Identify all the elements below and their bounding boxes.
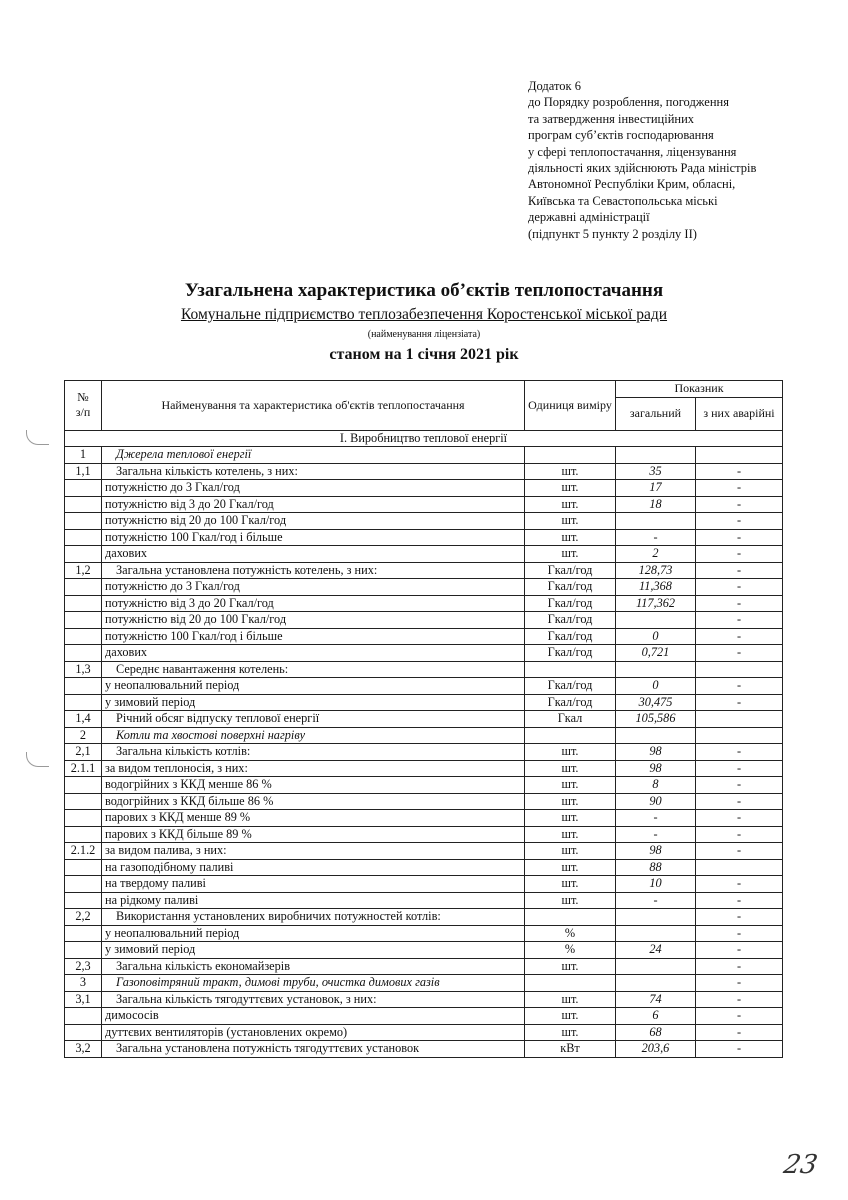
row-emergency: - xyxy=(696,892,783,909)
table-row xyxy=(65,991,783,1008)
row-emergency: - xyxy=(696,529,783,546)
row-unit: % xyxy=(525,942,616,959)
row-total: 24 xyxy=(616,942,696,959)
row-number xyxy=(65,1008,102,1025)
row-number xyxy=(65,810,102,827)
row-emergency xyxy=(696,711,783,728)
row-emergency: - xyxy=(696,744,783,761)
table-row xyxy=(65,628,783,645)
row-number xyxy=(65,1024,102,1041)
row-number xyxy=(65,942,102,959)
row-number xyxy=(65,826,102,843)
table-row xyxy=(65,958,783,975)
row-name: дахових xyxy=(102,645,525,662)
row-emergency: - xyxy=(696,876,783,893)
row-number: 3,1 xyxy=(65,991,102,1008)
section-heading: І. Виробництво теплової енергії xyxy=(65,430,783,447)
row-name: у неопалювальний період xyxy=(102,678,525,695)
row-unit: шт. xyxy=(525,958,616,975)
annex-line: та затвердження інвестиційних xyxy=(528,111,695,126)
row-total xyxy=(616,958,696,975)
row-total: 17 xyxy=(616,480,696,497)
row-total: 0 xyxy=(616,678,696,695)
row-total: 30,475 xyxy=(616,694,696,711)
row-number: 1,4 xyxy=(65,711,102,728)
row-unit: % xyxy=(525,925,616,942)
row-total xyxy=(616,909,696,926)
row-total: 128,73 xyxy=(616,562,696,579)
row-unit: Гкал/год xyxy=(525,694,616,711)
row-unit: шт. xyxy=(525,826,616,843)
table-row xyxy=(65,727,783,744)
row-number: 3,2 xyxy=(65,1041,102,1058)
row-emergency: - xyxy=(696,777,783,794)
row-emergency: - xyxy=(696,612,783,629)
table-row xyxy=(65,810,783,827)
row-unit: шт. xyxy=(525,892,616,909)
row-unit: Гкал/год xyxy=(525,628,616,645)
row-emergency: - xyxy=(696,546,783,563)
row-total: 98 xyxy=(616,744,696,761)
row-total: 10 xyxy=(616,876,696,893)
table-row xyxy=(65,595,783,612)
header-emergency: з них аварійні xyxy=(696,397,783,430)
row-total: 203,6 xyxy=(616,1041,696,1058)
table-row xyxy=(65,678,783,695)
row-name: Середнє навантаження котелень: xyxy=(102,661,525,678)
row-unit: шт. xyxy=(525,1024,616,1041)
row-unit: Гкал/год xyxy=(525,562,616,579)
row-emergency xyxy=(696,447,783,464)
table-row xyxy=(65,777,783,794)
row-unit: Гкал/год xyxy=(525,678,616,695)
row-emergency: - xyxy=(696,925,783,942)
table-row xyxy=(65,645,783,662)
row-name: у неопалювальний період xyxy=(102,925,525,942)
row-total: 105,586 xyxy=(616,711,696,728)
table-row xyxy=(65,480,783,497)
table-row xyxy=(65,496,783,513)
row-name: Загальна кількість економайзерів xyxy=(102,958,525,975)
row-emergency: - xyxy=(696,1008,783,1025)
row-number: 1 xyxy=(65,447,102,464)
row-unit: шт. xyxy=(525,744,616,761)
row-name: потужністю від 3 до 20 Гкал/год xyxy=(102,595,525,612)
row-total xyxy=(616,975,696,992)
row-emergency: - xyxy=(696,463,783,480)
header-num: № з/п xyxy=(65,381,102,431)
row-total: 98 xyxy=(616,760,696,777)
row-unit: Гкал xyxy=(525,711,616,728)
table-row xyxy=(65,1024,783,1041)
row-unit: шт. xyxy=(525,463,616,480)
table-row xyxy=(65,760,783,777)
row-number: 1,1 xyxy=(65,463,102,480)
punch-hole-mark xyxy=(26,752,49,767)
row-total: 0 xyxy=(616,628,696,645)
row-name: потужністю від 20 до 100 Гкал/год xyxy=(102,513,525,530)
licensee-name: Комунальне підприємство теплозабезпечення Коростенської міської ради xyxy=(180,306,668,323)
row-number xyxy=(65,892,102,909)
row-name: Джерела теплової енергії xyxy=(102,447,525,464)
row-name: потужністю 100 Гкал/год і більше xyxy=(102,529,525,546)
annex-line: Київська та Севастопольська міські xyxy=(528,193,718,208)
row-unit: кВт xyxy=(525,1041,616,1058)
table-row xyxy=(65,892,783,909)
row-number: 1,3 xyxy=(65,661,102,678)
row-name: Використання установлених виробничих потужностей котлів: xyxy=(102,909,525,926)
table-row xyxy=(65,661,783,678)
row-total xyxy=(616,447,696,464)
table-row xyxy=(65,562,783,579)
row-name: за видом палива, з них: xyxy=(102,843,525,860)
facilities-table xyxy=(64,380,783,1058)
row-total: 74 xyxy=(616,991,696,1008)
table-row xyxy=(65,925,783,942)
row-emergency: - xyxy=(696,909,783,926)
row-name: у зимовий період xyxy=(102,694,525,711)
row-number xyxy=(65,546,102,563)
row-name: потужністю від 3 до 20 Гкал/год xyxy=(102,496,525,513)
row-emergency: - xyxy=(696,694,783,711)
row-emergency: - xyxy=(696,628,783,645)
row-number xyxy=(65,925,102,942)
document-title: Узагальнена характеристика об’єктів теплопостачання xyxy=(184,280,664,301)
handwritten-page-number: 23 xyxy=(781,1150,820,1180)
row-number: 2 xyxy=(65,727,102,744)
row-unit: Гкал/год xyxy=(525,645,616,662)
row-name: у зимовий період xyxy=(102,942,525,959)
table-row xyxy=(65,859,783,876)
row-emergency: - xyxy=(696,513,783,530)
header-name: Найменування та характеристика об'єктів теплопостачання xyxy=(102,381,525,431)
row-unit: шт. xyxy=(525,876,616,893)
row-unit: шт. xyxy=(525,843,616,860)
row-name: димососів xyxy=(102,1008,525,1025)
row-total xyxy=(616,612,696,629)
row-number xyxy=(65,793,102,810)
row-name: потужністю до 3 Гкал/год xyxy=(102,480,525,497)
row-name: дуттєвих вентиляторів (установлених окремо) xyxy=(102,1024,525,1041)
row-name: Загальна установлена потужність тягодуттєвих установок xyxy=(102,1041,525,1058)
row-unit: Гкал/год xyxy=(525,579,616,596)
table-row xyxy=(65,447,783,464)
row-total: 88 xyxy=(616,859,696,876)
row-unit: шт. xyxy=(525,859,616,876)
row-number xyxy=(65,595,102,612)
row-number: 2,2 xyxy=(65,909,102,926)
row-name: потужністю до 3 Гкал/год xyxy=(102,579,525,596)
row-number: 3 xyxy=(65,975,102,992)
table-row xyxy=(65,744,783,761)
row-total xyxy=(616,513,696,530)
row-total: 2 xyxy=(616,546,696,563)
row-unit: шт. xyxy=(525,777,616,794)
table-row xyxy=(65,546,783,563)
row-unit: шт. xyxy=(525,513,616,530)
table-row xyxy=(65,876,783,893)
licensee-caption: (найменування ліцензіата) xyxy=(367,329,481,340)
row-total xyxy=(616,661,696,678)
row-unit: шт. xyxy=(525,760,616,777)
row-name: за видом теплоносія, з них: xyxy=(102,760,525,777)
table-row xyxy=(65,1008,783,1025)
annex-line: діяльності яких здійснюють Рада міністрів xyxy=(528,161,757,176)
header-indicator: Показник xyxy=(616,381,783,398)
row-emergency: - xyxy=(696,595,783,612)
row-unit: Гкал/год xyxy=(525,612,616,629)
row-total xyxy=(616,727,696,744)
annex-line: програм суб’єктів господарювання xyxy=(528,128,714,143)
row-number xyxy=(65,628,102,645)
row-unit: шт. xyxy=(525,496,616,513)
row-emergency: - xyxy=(696,826,783,843)
row-name: водогрійних з ККД більше 86 % xyxy=(102,793,525,810)
row-total: 18 xyxy=(616,496,696,513)
row-number xyxy=(65,579,102,596)
table-row xyxy=(65,579,783,596)
row-total: - xyxy=(616,529,696,546)
row-number xyxy=(65,645,102,662)
row-name: потужністю від 20 до 100 Гкал/год xyxy=(102,612,525,629)
table-row xyxy=(65,975,783,992)
annex-line: у сфері теплопостачання, ліцензування xyxy=(528,144,737,159)
table-row xyxy=(65,463,783,480)
row-number: 2.1.2 xyxy=(65,843,102,860)
row-total: - xyxy=(616,826,696,843)
row-total: 11,368 xyxy=(616,579,696,596)
annex-line: Автономної Республіки Крим, обласні, xyxy=(528,177,736,192)
row-emergency: - xyxy=(696,760,783,777)
row-emergency xyxy=(696,859,783,876)
row-name: водогрійних з ККД менше 86 % xyxy=(102,777,525,794)
header-unit: Одиниця виміру xyxy=(525,381,616,431)
punch-hole-mark xyxy=(26,430,49,445)
row-number xyxy=(65,678,102,695)
row-name: Загальна кількість котлів: xyxy=(102,744,525,761)
row-name: Газоповітряний тракт, димові труби, очистка димових газів xyxy=(102,975,525,992)
row-emergency: - xyxy=(696,579,783,596)
table-row xyxy=(65,909,783,926)
row-total: 117,362 xyxy=(616,595,696,612)
row-number: 2,1 xyxy=(65,744,102,761)
row-unit xyxy=(525,447,616,464)
annex-line: Додаток 6 xyxy=(528,79,581,93)
table-row xyxy=(65,826,783,843)
row-unit: Гкал/год xyxy=(525,595,616,612)
row-number xyxy=(65,612,102,629)
table-row xyxy=(65,529,783,546)
table-row xyxy=(65,612,783,629)
row-emergency: - xyxy=(696,958,783,975)
row-name: Загальна установлена потужність котелень, з них: xyxy=(102,562,525,579)
row-number: 2,3 xyxy=(65,958,102,975)
annex-line: (підпункт 5 пункту 2 розділу II) xyxy=(528,226,697,241)
table-row xyxy=(65,1041,783,1058)
row-name: Загальна кількість тягодуттєвих установок, з них: xyxy=(102,991,525,1008)
row-total: - xyxy=(616,892,696,909)
row-total: 0,721 xyxy=(616,645,696,662)
table-row xyxy=(65,942,783,959)
row-emergency: - xyxy=(696,678,783,695)
row-unit xyxy=(525,661,616,678)
row-name: Річний обсяг відпуску теплової енергії xyxy=(102,711,525,728)
row-name: Загальна кількість котелень, з них: xyxy=(102,463,525,480)
row-total: 68 xyxy=(616,1024,696,1041)
header-total: загальний xyxy=(616,397,696,430)
row-name: дахових xyxy=(102,546,525,563)
row-emergency: - xyxy=(696,645,783,662)
row-number xyxy=(65,480,102,497)
row-total xyxy=(616,925,696,942)
row-name: парових з ККД менше 89 % xyxy=(102,810,525,827)
row-name: на рідкому паливі xyxy=(102,892,525,909)
row-number xyxy=(65,513,102,530)
row-emergency xyxy=(696,661,783,678)
row-number xyxy=(65,876,102,893)
row-name: Котли та хвостові поверхні нагріву xyxy=(102,727,525,744)
row-unit xyxy=(525,975,616,992)
row-total: 6 xyxy=(616,1008,696,1025)
annex-line: до Порядку розроблення, погодження xyxy=(528,95,729,110)
row-total: 90 xyxy=(616,793,696,810)
row-emergency: - xyxy=(696,496,783,513)
as-of-date: станом на 1 січня 2021 рік xyxy=(329,346,519,363)
row-unit: шт. xyxy=(525,480,616,497)
row-number xyxy=(65,859,102,876)
row-unit: шт. xyxy=(525,793,616,810)
row-unit: шт. xyxy=(525,546,616,563)
row-number: 1,2 xyxy=(65,562,102,579)
row-emergency: - xyxy=(696,991,783,1008)
row-unit: шт. xyxy=(525,529,616,546)
row-emergency: - xyxy=(696,810,783,827)
row-number: 2.1.1 xyxy=(65,760,102,777)
row-emergency: - xyxy=(696,843,783,860)
annex-note xyxy=(528,78,828,242)
table-row xyxy=(65,843,783,860)
row-number xyxy=(65,694,102,711)
row-emergency: - xyxy=(696,1041,783,1058)
row-emergency: - xyxy=(696,1024,783,1041)
row-total: - xyxy=(616,810,696,827)
row-emergency: - xyxy=(696,480,783,497)
row-total: 8 xyxy=(616,777,696,794)
row-number xyxy=(65,777,102,794)
row-unit xyxy=(525,727,616,744)
row-name: потужністю 100 Гкал/год і більше xyxy=(102,628,525,645)
table-row xyxy=(65,513,783,530)
row-number xyxy=(65,496,102,513)
row-name: на газоподібному паливі xyxy=(102,859,525,876)
row-unit xyxy=(525,909,616,926)
row-emergency: - xyxy=(696,562,783,579)
row-unit: шт. xyxy=(525,1008,616,1025)
row-emergency: - xyxy=(696,942,783,959)
row-emergency xyxy=(696,727,783,744)
row-total: 98 xyxy=(616,843,696,860)
row-name: на твердому паливі xyxy=(102,876,525,893)
table-row xyxy=(65,711,783,728)
row-total: 35 xyxy=(616,463,696,480)
row-unit: шт. xyxy=(525,991,616,1008)
table-row xyxy=(65,694,783,711)
row-emergency: - xyxy=(696,975,783,992)
row-name: парових з ККД більше 89 % xyxy=(102,826,525,843)
row-unit: шт. xyxy=(525,810,616,827)
row-emergency: - xyxy=(696,793,783,810)
row-number xyxy=(65,529,102,546)
table-row xyxy=(65,793,783,810)
annex-line: державні адміністрації xyxy=(528,210,650,225)
